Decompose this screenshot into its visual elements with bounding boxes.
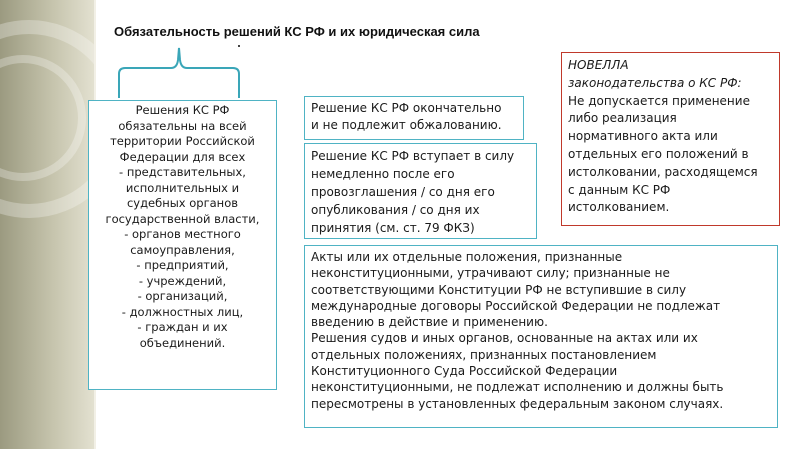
text-line: исполнительных и xyxy=(125,180,240,195)
text-line: либо реализация xyxy=(568,111,677,126)
text-line: Решения судов и иных органов, основанные на актах или их xyxy=(311,331,698,346)
text-line: соответствующими Конституции РФ не вступившие в силу xyxy=(311,282,687,297)
text-line: судебных органов xyxy=(126,196,239,210)
text-line: принятия (см. ст. 79 ФКЗ) xyxy=(311,221,475,235)
unconstitutional-acts-box xyxy=(304,245,778,428)
text-line: Решения КС РФ xyxy=(135,103,230,117)
novella-box xyxy=(561,52,780,226)
text-line: Решение КС РФ окончательно xyxy=(311,101,502,115)
text-line: объединений. xyxy=(139,335,226,350)
text-line: неконституционными, не подлежат исполнению и должны быть xyxy=(311,380,724,395)
text-line: пересмотрены в установленных федеральным законом случаях. xyxy=(311,396,724,411)
text-line: истолкованием. xyxy=(568,200,670,215)
text-line: Конституционного Суда Российской Федерации xyxy=(311,364,618,379)
novella-heading: НОВЕЛЛА xyxy=(568,58,629,72)
text-line: неконституционными, утрачивают силу; признанные не xyxy=(311,266,670,281)
novella-heading: законодательства о КС РФ: xyxy=(568,75,742,90)
text-line: опубликования / со дня их xyxy=(311,203,480,217)
decorative-side-panel xyxy=(0,0,96,449)
text-line: территории Российской xyxy=(110,134,255,148)
text-line: Не допускается применение xyxy=(568,93,750,108)
text-line: самоуправления, xyxy=(130,242,235,257)
text-line: с данным КС РФ xyxy=(568,182,671,197)
text-line: введению в действие и применению. xyxy=(311,315,548,330)
text-line: и не подлежит обжалованию. xyxy=(311,118,502,132)
text-line: - граждан и их xyxy=(137,320,228,334)
text-line: - организаций, xyxy=(137,289,228,303)
curly-brace-connector xyxy=(117,46,241,102)
text-line: отдельных положениях, признанных постановлением xyxy=(311,347,657,362)
text-line: немедленно после его xyxy=(311,167,455,181)
text-line: Федерации для всех xyxy=(119,149,246,164)
entry-into-force-box xyxy=(304,143,537,239)
text-line: - представительных, xyxy=(119,165,246,179)
text-line: - органов местного xyxy=(124,227,241,241)
text-line: провозглашения / со дня его xyxy=(311,185,495,199)
binding-scope-box xyxy=(88,100,277,390)
text-line: международные договоры Российской Федерации не подлежат xyxy=(311,298,721,313)
text-line: обязательны на всей xyxy=(118,118,247,133)
text-line: нормативного акта или xyxy=(568,129,718,144)
text-line: - предприятий, xyxy=(136,258,229,272)
text-line: Решение КС РФ вступает в силу xyxy=(311,149,515,163)
text-line: Акты или их отдельные положения, признанные xyxy=(311,250,623,264)
text-line: государственной власти, xyxy=(105,211,260,226)
text-line: отдельных его положений в xyxy=(568,146,749,161)
page-title: Обязательность решений КС РФ и их юридическая сила xyxy=(114,24,480,39)
text-line: - учреждений, xyxy=(138,273,227,288)
text-line: истолковании, расходящемся xyxy=(568,164,758,179)
finality-box xyxy=(304,96,524,140)
text-line: - должностных лиц, xyxy=(121,304,244,319)
